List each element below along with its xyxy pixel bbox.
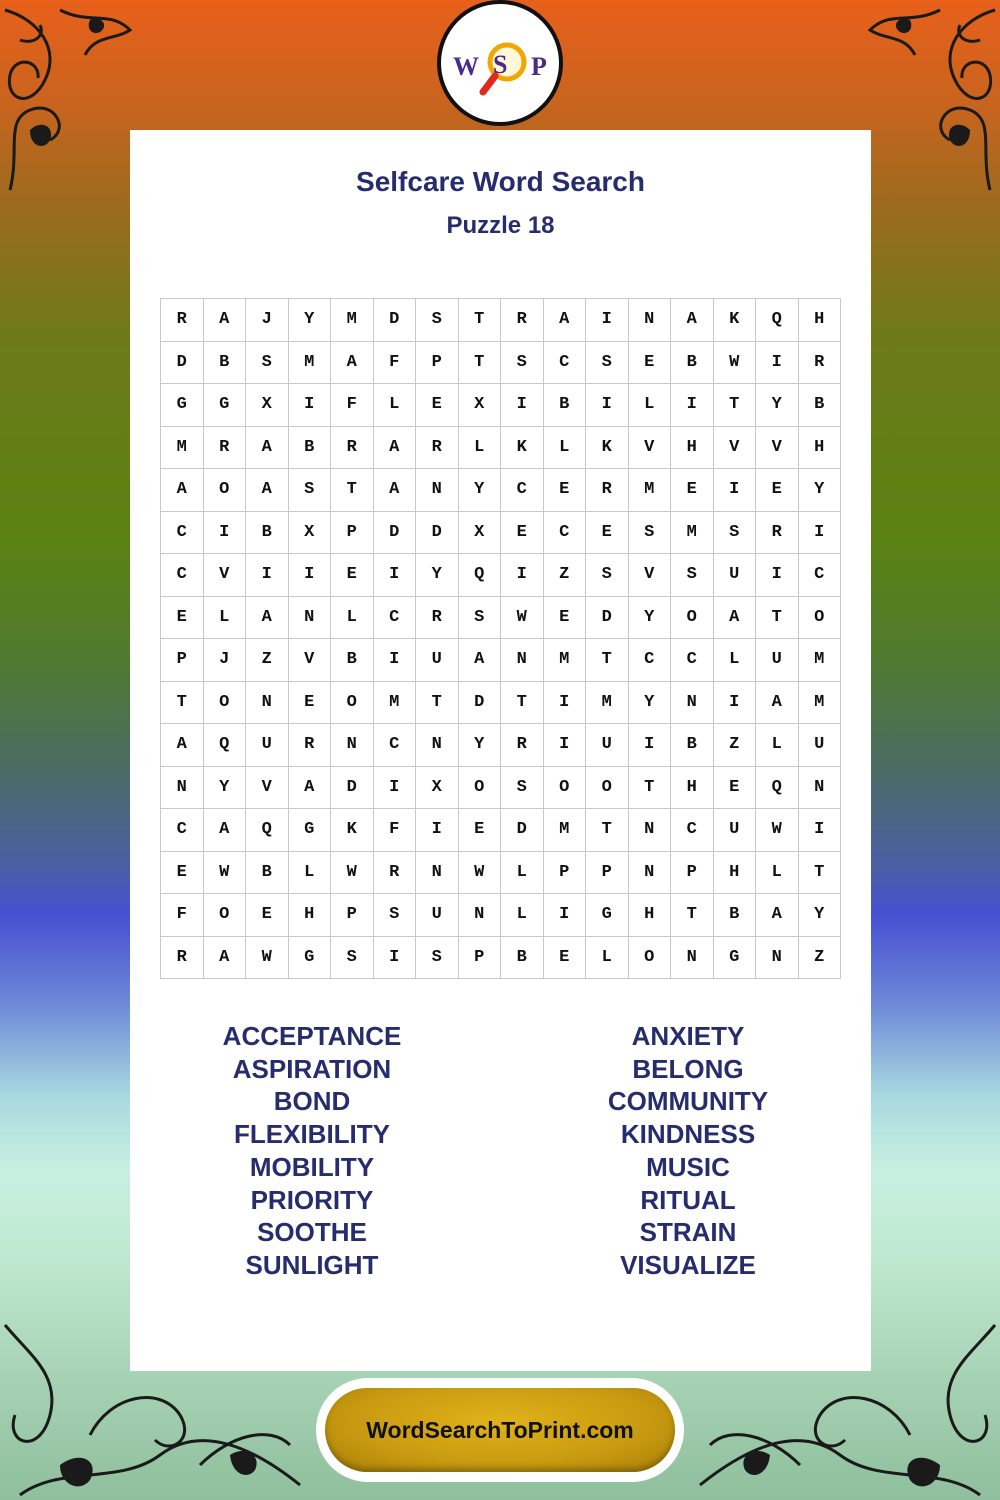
grid-cell: I bbox=[714, 469, 757, 512]
word-item: BOND bbox=[273, 1086, 351, 1117]
grid-cell: C bbox=[161, 554, 204, 597]
grid-cell: A bbox=[246, 469, 289, 512]
grid-cell: I bbox=[756, 554, 799, 597]
grid-cell: I bbox=[246, 554, 289, 597]
grid-cell: K bbox=[586, 427, 629, 470]
grid-cell: G bbox=[161, 384, 204, 427]
word-item: STRAIN bbox=[639, 1217, 737, 1248]
grid-cell: T bbox=[416, 682, 459, 725]
grid-cell: F bbox=[331, 384, 374, 427]
grid-cell: U bbox=[416, 894, 459, 937]
grid-cell: A bbox=[331, 342, 374, 385]
grid-cell: X bbox=[459, 512, 502, 555]
grid-cell: A bbox=[246, 597, 289, 640]
grid-cell: O bbox=[629, 937, 672, 980]
grid-cell: U bbox=[246, 724, 289, 767]
word-list-right bbox=[538, 1020, 838, 1282]
grid-cell: G bbox=[714, 937, 757, 980]
grid-cell: L bbox=[374, 384, 417, 427]
grid-cell: P bbox=[544, 852, 587, 895]
grid-cell: M bbox=[331, 299, 374, 342]
grid-cell: S bbox=[289, 469, 332, 512]
grid-cell: S bbox=[416, 937, 459, 980]
grid-cell: R bbox=[161, 937, 204, 980]
grid-cell: Y bbox=[799, 469, 842, 512]
grid-cell: W bbox=[204, 852, 247, 895]
grid-cell: N bbox=[331, 724, 374, 767]
grid-cell: I bbox=[756, 342, 799, 385]
grid-cell: U bbox=[799, 724, 842, 767]
grid-cell: O bbox=[204, 682, 247, 725]
grid-cell: O bbox=[459, 767, 502, 810]
grid-cell: I bbox=[544, 894, 587, 937]
grid-cell: L bbox=[501, 894, 544, 937]
grid-cell: N bbox=[629, 299, 672, 342]
flourish-top-left-icon bbox=[0, 0, 140, 200]
grid-cell: B bbox=[204, 342, 247, 385]
grid-cell: M bbox=[799, 639, 842, 682]
grid-cell: N bbox=[161, 767, 204, 810]
grid-cell: Y bbox=[459, 724, 502, 767]
grid-cell: J bbox=[204, 639, 247, 682]
grid-cell: T bbox=[501, 682, 544, 725]
grid-cell: D bbox=[501, 809, 544, 852]
grid-cell: I bbox=[544, 682, 587, 725]
grid-cell: L bbox=[204, 597, 247, 640]
grid-cell: T bbox=[756, 597, 799, 640]
grid-cell: R bbox=[416, 427, 459, 470]
grid-cell: Z bbox=[799, 937, 842, 980]
grid-cell: P bbox=[161, 639, 204, 682]
grid-cell: H bbox=[671, 427, 714, 470]
grid-cell: N bbox=[799, 767, 842, 810]
word-item: ACCEPTANCE bbox=[222, 1021, 402, 1051]
grid-cell: T bbox=[331, 469, 374, 512]
word-list-left bbox=[162, 1020, 462, 1282]
grid-cell: B bbox=[799, 384, 842, 427]
grid-cell: I bbox=[799, 512, 842, 555]
grid-cell: P bbox=[459, 937, 502, 980]
grid-cell: A bbox=[544, 299, 587, 342]
grid-cell: C bbox=[161, 512, 204, 555]
grid-cell: M bbox=[671, 512, 714, 555]
grid-cell: I bbox=[714, 682, 757, 725]
grid-cell: B bbox=[501, 937, 544, 980]
grid-cell: X bbox=[246, 384, 289, 427]
grid-cell: E bbox=[714, 767, 757, 810]
grid-cell: A bbox=[374, 469, 417, 512]
grid-cell: R bbox=[374, 852, 417, 895]
grid-cell: A bbox=[161, 469, 204, 512]
grid-cell: O bbox=[544, 767, 587, 810]
flourish-top-right-icon bbox=[860, 0, 1000, 200]
grid-cell: D bbox=[374, 299, 417, 342]
word-item: VISUALIZE bbox=[620, 1249, 756, 1280]
grid-cell: X bbox=[289, 512, 332, 555]
grid-cell: W bbox=[714, 342, 757, 385]
grid-cell: E bbox=[586, 512, 629, 555]
grid-cell: M bbox=[544, 809, 587, 852]
grid-cell: M bbox=[629, 469, 672, 512]
grid-cell: S bbox=[374, 894, 417, 937]
grid-cell: X bbox=[459, 384, 502, 427]
grid-cell: N bbox=[671, 682, 714, 725]
grid-cell: H bbox=[799, 299, 842, 342]
grid-cell: X bbox=[416, 767, 459, 810]
word-item: BELONG bbox=[632, 1053, 744, 1084]
word-item: SUNLIGHT bbox=[245, 1249, 379, 1280]
footer-badge bbox=[316, 1378, 684, 1482]
grid-cell: N bbox=[459, 894, 502, 937]
grid-cell: B bbox=[289, 427, 332, 470]
grid-cell: I bbox=[586, 299, 629, 342]
grid-cell: M bbox=[374, 682, 417, 725]
word-item: COMMUNITY bbox=[607, 1086, 769, 1117]
grid-cell: N bbox=[629, 852, 672, 895]
grid-cell: Q bbox=[459, 554, 502, 597]
grid-cell: Q bbox=[204, 724, 247, 767]
grid-cell: S bbox=[501, 767, 544, 810]
grid-cell: L bbox=[331, 597, 374, 640]
grid-cell: A bbox=[161, 724, 204, 767]
grid-cell: V bbox=[756, 427, 799, 470]
grid-cell: C bbox=[671, 809, 714, 852]
grid-cell: D bbox=[459, 682, 502, 725]
grid-cell: S bbox=[416, 299, 459, 342]
logo-letter-w: W bbox=[453, 52, 479, 81]
grid-cell: G bbox=[204, 384, 247, 427]
grid-cell: G bbox=[289, 937, 332, 980]
grid-cell: U bbox=[586, 724, 629, 767]
grid-cell: I bbox=[799, 809, 842, 852]
grid-cell: G bbox=[586, 894, 629, 937]
grid-cell: P bbox=[331, 512, 374, 555]
grid-cell: O bbox=[586, 767, 629, 810]
grid-cell: R bbox=[799, 342, 842, 385]
grid-cell: S bbox=[331, 937, 374, 980]
grid-cell: U bbox=[714, 554, 757, 597]
grid-cell: A bbox=[204, 937, 247, 980]
grid-cell: N bbox=[416, 724, 459, 767]
grid-cell: S bbox=[246, 342, 289, 385]
grid-cell: E bbox=[161, 852, 204, 895]
grid-cell: E bbox=[544, 469, 587, 512]
grid-cell: O bbox=[204, 894, 247, 937]
grid-cell: K bbox=[331, 809, 374, 852]
grid-cell: I bbox=[374, 554, 417, 597]
grid-cell: R bbox=[416, 597, 459, 640]
grid-cell: V bbox=[629, 554, 672, 597]
grid-cell: N bbox=[416, 852, 459, 895]
puzzle-number: Puzzle 18 bbox=[446, 212, 555, 239]
grid-cell: N bbox=[671, 937, 714, 980]
grid-cell: A bbox=[756, 682, 799, 725]
grid-cell: Q bbox=[246, 809, 289, 852]
grid-cell: C bbox=[161, 809, 204, 852]
grid-cell: H bbox=[671, 767, 714, 810]
page-title: Selfcare Word Search bbox=[356, 166, 645, 197]
grid-cell: A bbox=[204, 809, 247, 852]
grid-cell: P bbox=[586, 852, 629, 895]
grid-cell: E bbox=[544, 937, 587, 980]
grid-cell: R bbox=[501, 724, 544, 767]
grid-cell: V bbox=[714, 427, 757, 470]
grid-cell: I bbox=[374, 639, 417, 682]
grid-cell: L bbox=[714, 639, 757, 682]
grid-cell: C bbox=[501, 469, 544, 512]
grid-cell: D bbox=[416, 512, 459, 555]
footer-link-button[interactable] bbox=[325, 1388, 675, 1472]
grid-cell: H bbox=[289, 894, 332, 937]
grid-cell: R bbox=[756, 512, 799, 555]
grid-cell: Q bbox=[756, 299, 799, 342]
grid-cell: M bbox=[289, 342, 332, 385]
grid-cell: S bbox=[586, 554, 629, 597]
grid-cell: Y bbox=[289, 299, 332, 342]
logo-letter-p: P bbox=[531, 52, 547, 81]
grid-cell: E bbox=[416, 384, 459, 427]
word-item: ASPIRATION bbox=[232, 1053, 392, 1084]
grid-cell: V bbox=[629, 427, 672, 470]
puzzle-card bbox=[130, 130, 871, 1371]
grid-cell: N bbox=[246, 682, 289, 725]
logo bbox=[437, 0, 563, 126]
grid-cell: I bbox=[544, 724, 587, 767]
word-item: KINDNESS bbox=[620, 1119, 756, 1150]
grid-cell: W bbox=[246, 937, 289, 980]
grid-cell: E bbox=[544, 597, 587, 640]
grid-cell: I bbox=[289, 554, 332, 597]
footer-site-name: WordSearchToPrint.com bbox=[366, 1416, 634, 1443]
grid-cell: I bbox=[416, 809, 459, 852]
grid-cell: W bbox=[331, 852, 374, 895]
grid-cell: T bbox=[671, 894, 714, 937]
grid-cell: E bbox=[459, 809, 502, 852]
grid-cell: W bbox=[501, 597, 544, 640]
grid-cell: N bbox=[289, 597, 332, 640]
word-item: RITUAL bbox=[640, 1184, 736, 1215]
grid-cell: I bbox=[501, 384, 544, 427]
grid-cell: C bbox=[374, 597, 417, 640]
grid-cell: I bbox=[374, 767, 417, 810]
grid-cell: I bbox=[501, 554, 544, 597]
grid-cell: A bbox=[459, 639, 502, 682]
grid-cell: A bbox=[671, 299, 714, 342]
grid-cell: T bbox=[459, 299, 502, 342]
word-item: FLEXIBILITY bbox=[234, 1119, 390, 1150]
grid-cell: P bbox=[331, 894, 374, 937]
grid-cell: E bbox=[331, 554, 374, 597]
grid-cell: N bbox=[501, 639, 544, 682]
grid-cell: S bbox=[501, 342, 544, 385]
grid-cell: C bbox=[544, 512, 587, 555]
word-item: SOOTHE bbox=[257, 1217, 367, 1248]
grid-cell: T bbox=[714, 384, 757, 427]
grid-cell: P bbox=[416, 342, 459, 385]
grid-cell: L bbox=[289, 852, 332, 895]
grid-cell: L bbox=[756, 852, 799, 895]
grid-cell: O bbox=[671, 597, 714, 640]
grid-cell: U bbox=[756, 639, 799, 682]
grid-cell: D bbox=[161, 342, 204, 385]
grid-cell: Y bbox=[756, 384, 799, 427]
grid-cell: V bbox=[204, 554, 247, 597]
grid-cell: H bbox=[629, 894, 672, 937]
grid-cell: Y bbox=[416, 554, 459, 597]
grid-cell: E bbox=[289, 682, 332, 725]
grid-cell: C bbox=[671, 639, 714, 682]
word-item: MUSIC bbox=[646, 1151, 730, 1182]
grid-cell: R bbox=[161, 299, 204, 342]
grid-cell: E bbox=[161, 597, 204, 640]
grid-cell: R bbox=[204, 427, 247, 470]
grid-cell: L bbox=[459, 427, 502, 470]
grid-cell: A bbox=[374, 427, 417, 470]
word-item: MOBILITY bbox=[249, 1151, 375, 1182]
grid-cell: T bbox=[161, 682, 204, 725]
grid-cell: L bbox=[501, 852, 544, 895]
grid-cell: D bbox=[331, 767, 374, 810]
grid-cell: A bbox=[289, 767, 332, 810]
grid-cell: R bbox=[501, 299, 544, 342]
grid-cell: K bbox=[714, 299, 757, 342]
grid-cell: E bbox=[671, 469, 714, 512]
grid-cell: I bbox=[629, 724, 672, 767]
grid-cell: P bbox=[671, 852, 714, 895]
letter-grid bbox=[160, 298, 841, 979]
grid-cell: T bbox=[629, 767, 672, 810]
grid-cell: Z bbox=[246, 639, 289, 682]
grid-cell: R bbox=[586, 469, 629, 512]
grid-cell: Q bbox=[756, 767, 799, 810]
grid-cell: R bbox=[289, 724, 332, 767]
grid-cell: S bbox=[714, 512, 757, 555]
grid-cell: Z bbox=[714, 724, 757, 767]
grid-cell: G bbox=[289, 809, 332, 852]
grid-cell: V bbox=[246, 767, 289, 810]
grid-cell: S bbox=[459, 597, 502, 640]
grid-cell: I bbox=[374, 937, 417, 980]
grid-cell: K bbox=[501, 427, 544, 470]
grid-cell: B bbox=[544, 384, 587, 427]
grid-cell: L bbox=[756, 724, 799, 767]
grid-cell: I bbox=[289, 384, 332, 427]
grid-cell: B bbox=[671, 342, 714, 385]
grid-cell: M bbox=[544, 639, 587, 682]
grid-cell: B bbox=[246, 512, 289, 555]
grid-cell: U bbox=[416, 639, 459, 682]
grid-cell: C bbox=[629, 639, 672, 682]
grid-cell: A bbox=[714, 597, 757, 640]
grid-cell: Y bbox=[629, 597, 672, 640]
grid-cell: I bbox=[586, 384, 629, 427]
grid-cell: D bbox=[586, 597, 629, 640]
grid-cell: V bbox=[289, 639, 332, 682]
grid-cell: F bbox=[161, 894, 204, 937]
logo-letter-s: S bbox=[493, 50, 508, 79]
grid-cell: A bbox=[756, 894, 799, 937]
grid-cell: S bbox=[629, 512, 672, 555]
grid-cell: D bbox=[374, 512, 417, 555]
grid-cell: I bbox=[671, 384, 714, 427]
grid-cell: W bbox=[756, 809, 799, 852]
grid-cell: M bbox=[586, 682, 629, 725]
grid-cell: T bbox=[459, 342, 502, 385]
grid-cell: I bbox=[204, 512, 247, 555]
grid-cell: M bbox=[161, 427, 204, 470]
grid-cell: O bbox=[799, 597, 842, 640]
word-item: PRIORITY bbox=[250, 1184, 374, 1215]
grid-cell: N bbox=[416, 469, 459, 512]
grid-cell: E bbox=[756, 469, 799, 512]
word-item: ANXIETY bbox=[631, 1021, 745, 1051]
grid-cell: R bbox=[331, 427, 374, 470]
grid-cell: L bbox=[586, 937, 629, 980]
grid-cell: E bbox=[246, 894, 289, 937]
grid-cell: N bbox=[756, 937, 799, 980]
grid-cell: L bbox=[544, 427, 587, 470]
grid-cell: S bbox=[586, 342, 629, 385]
grid-cell: B bbox=[714, 894, 757, 937]
grid-cell: L bbox=[629, 384, 672, 427]
grid-cell: C bbox=[544, 342, 587, 385]
grid-cell: B bbox=[331, 639, 374, 682]
grid-cell: O bbox=[331, 682, 374, 725]
grid-cell: T bbox=[586, 639, 629, 682]
grid-cell: Y bbox=[204, 767, 247, 810]
grid-cell: U bbox=[714, 809, 757, 852]
grid-cell: B bbox=[246, 852, 289, 895]
grid-cell: Z bbox=[544, 554, 587, 597]
grid-cell: T bbox=[799, 852, 842, 895]
grid-cell: W bbox=[459, 852, 502, 895]
grid-cell: A bbox=[204, 299, 247, 342]
grid-cell: H bbox=[714, 852, 757, 895]
grid-cell: E bbox=[629, 342, 672, 385]
grid-cell: F bbox=[374, 342, 417, 385]
grid-cell: O bbox=[204, 469, 247, 512]
grid-cell: F bbox=[374, 809, 417, 852]
grid-cell: H bbox=[799, 427, 842, 470]
grid-cell: C bbox=[374, 724, 417, 767]
grid-cell: M bbox=[799, 682, 842, 725]
grid-cell: C bbox=[799, 554, 842, 597]
grid-cell: J bbox=[246, 299, 289, 342]
grid-cell: N bbox=[629, 809, 672, 852]
grid-cell: T bbox=[586, 809, 629, 852]
grid-cell: Y bbox=[459, 469, 502, 512]
grid-cell: Y bbox=[629, 682, 672, 725]
grid-cell: S bbox=[671, 554, 714, 597]
grid-cell: E bbox=[501, 512, 544, 555]
grid-cell: B bbox=[671, 724, 714, 767]
grid-cell: A bbox=[246, 427, 289, 470]
grid-cell: Y bbox=[799, 894, 842, 937]
